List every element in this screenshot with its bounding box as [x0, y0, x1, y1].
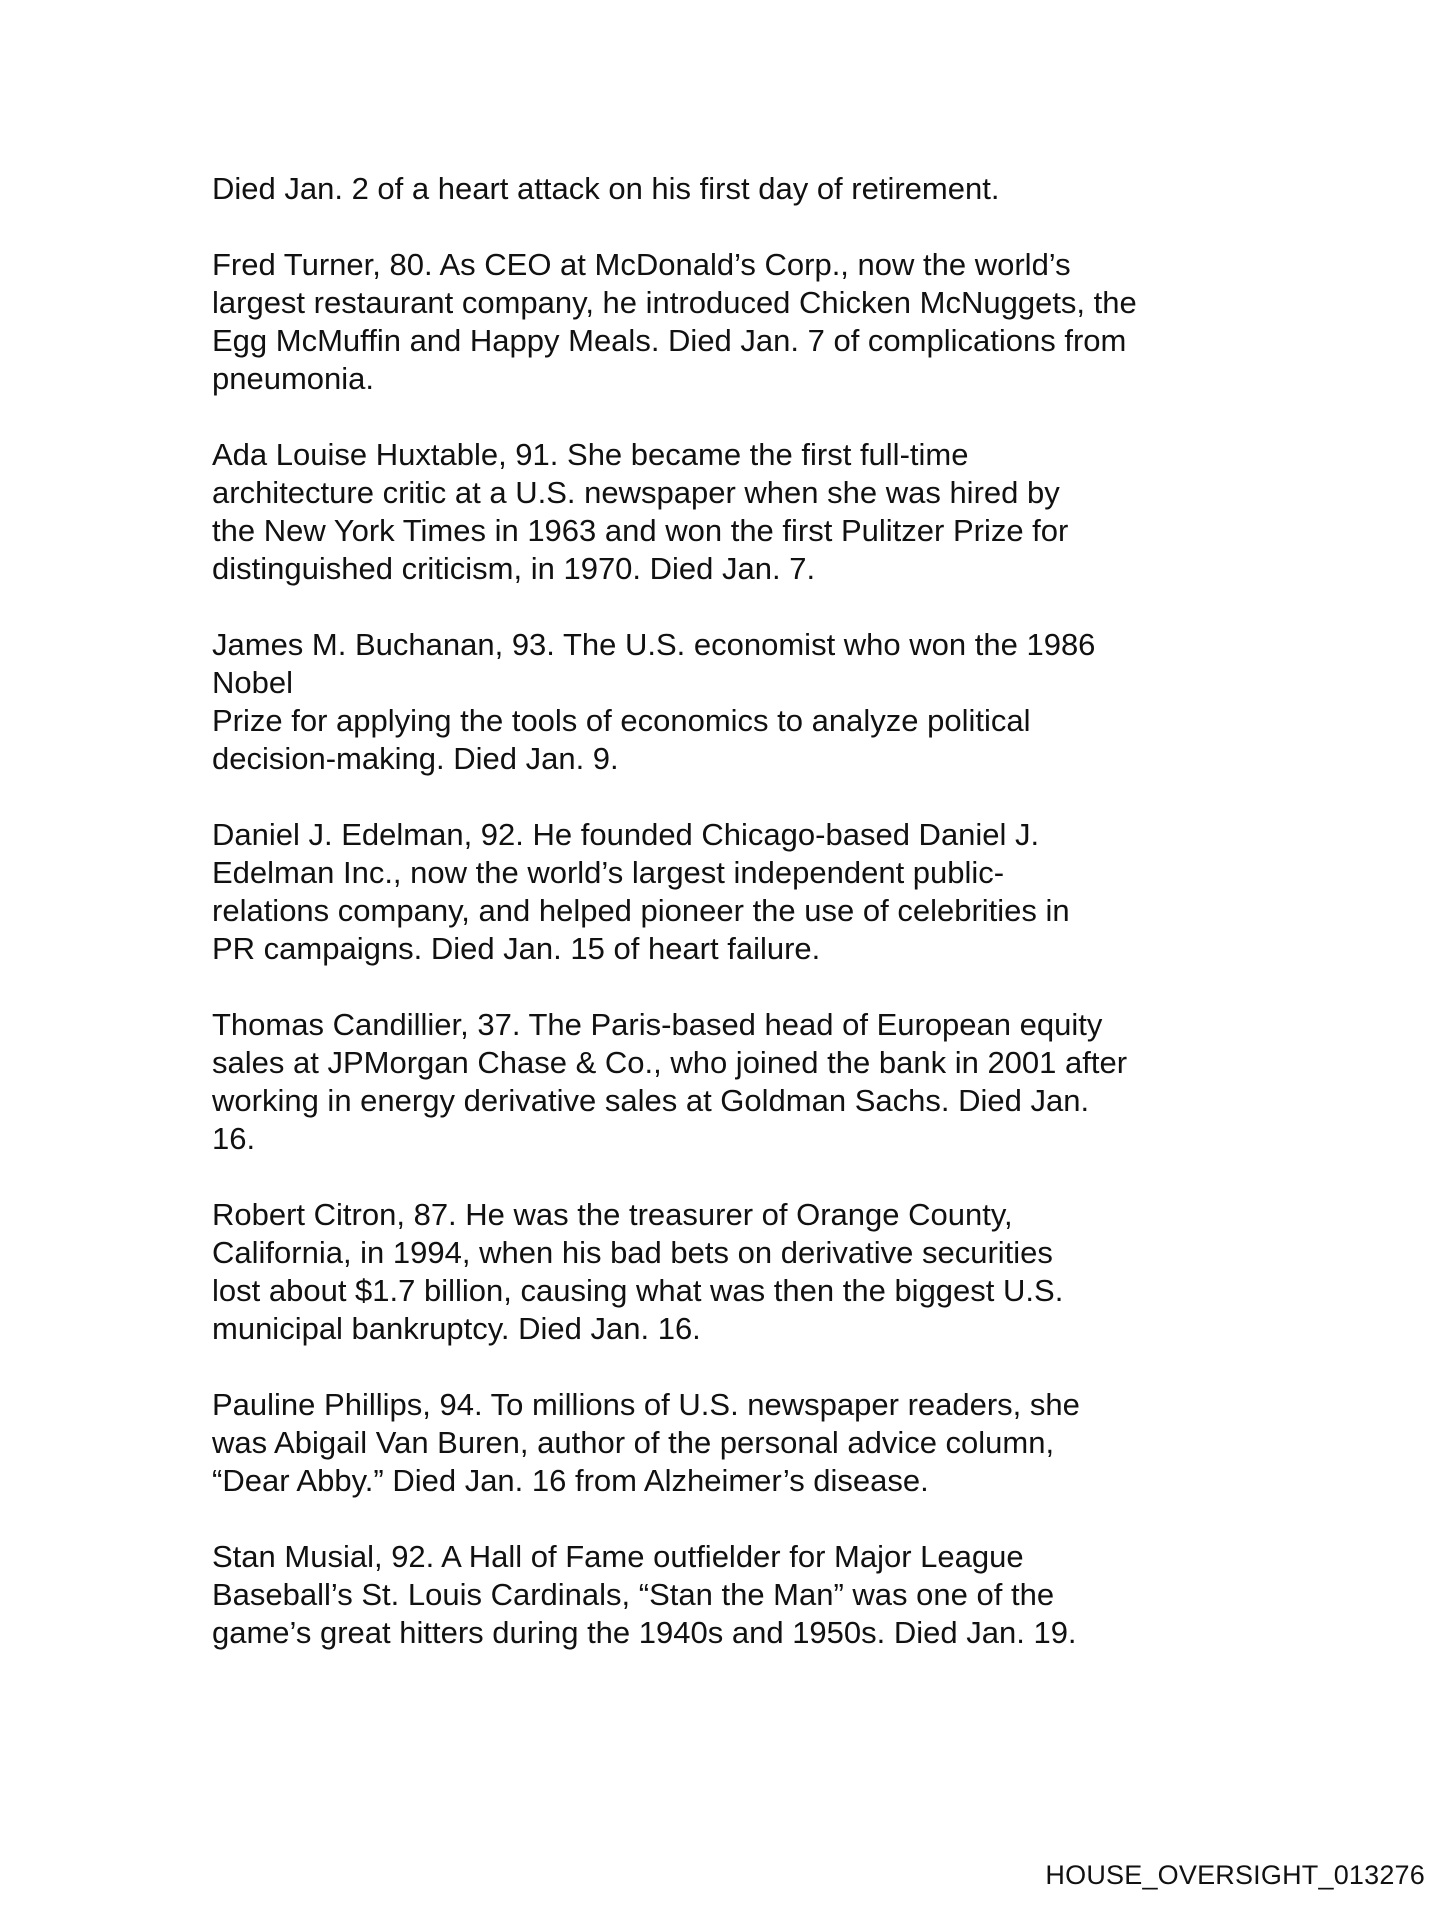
paragraph	[212, 1538, 1222, 1652]
text-line: “Dear Abby.” Died Jan. 16 from Alzheimer’s disease.	[212, 1463, 929, 1498]
text-line: largest restaurant company, he introduced Chicken McNuggets, the	[212, 285, 1137, 320]
paragraph	[212, 170, 1222, 208]
paragraph	[212, 1386, 1222, 1500]
text-line: PR campaigns. Died Jan. 15 of heart failure.	[212, 931, 821, 966]
text-line: architecture critic at a U.S. newspaper when she was hired by	[212, 475, 1060, 510]
text-line: Died Jan. 2 of a heart attack on his first day of retirement.	[212, 171, 1000, 206]
text-line: Pauline Phillips, 94. To millions of U.S. newspaper readers, she	[212, 1387, 1080, 1422]
text-line: Edelman Inc., now the world’s largest independent public-	[212, 855, 1005, 890]
text-line: Nobel	[212, 665, 293, 700]
text-line: was Abigail Van Buren, author of the personal advice column,	[212, 1425, 1055, 1460]
text-line: Prize for applying the tools of economics to analyze political	[212, 703, 1031, 738]
text-line: the New York Times in 1963 and won the first Pulitzer Prize for	[212, 513, 1069, 548]
paragraph	[212, 246, 1222, 398]
text-line: municipal bankruptcy. Died Jan. 16.	[212, 1311, 701, 1346]
text-line: Baseball’s St. Louis Cardinals, “Stan the Man” was one of the	[212, 1577, 1055, 1612]
text-line: 16.	[212, 1121, 256, 1156]
text-line: Fred Turner, 80. As CEO at McDonald’s Corp., now the world’s	[212, 247, 1071, 282]
text-line: Egg McMuffin and Happy Meals. Died Jan. 7 of complications from	[212, 323, 1127, 358]
text-line: Thomas Candillier, 37. The Paris-based head of European equity	[212, 1007, 1103, 1042]
text-line: relations company, and helped pioneer the use of celebrities in	[212, 893, 1070, 928]
text-line: James M. Buchanan, 93. The U.S. economist who won the 1986	[212, 627, 1096, 662]
text-line: Stan Musial, 92. A Hall of Fame outfielder for Major League	[212, 1539, 1024, 1574]
text-line: pneumonia.	[212, 361, 375, 396]
document-body	[212, 170, 1222, 1690]
text-line: California, in 1994, when his bad bets on derivative securities	[212, 1235, 1053, 1270]
paragraph	[212, 436, 1222, 588]
text-line: Daniel J. Edelman, 92. He founded Chicago-based Daniel J.	[212, 817, 1040, 852]
text-line: decision-making. Died Jan. 9.	[212, 741, 619, 776]
text-line: sales at JPMorgan Chase & Co., who joined the bank in 2001 after	[212, 1045, 1128, 1080]
text-line: distinguished criticism, in 1970. Died Jan. 7.	[212, 551, 816, 586]
paragraph	[212, 816, 1222, 968]
paragraph	[212, 1006, 1222, 1158]
paragraph	[212, 1196, 1222, 1348]
text-line: working in energy derivative sales at Goldman Sachs. Died Jan.	[212, 1083, 1090, 1118]
paragraph	[212, 626, 1222, 778]
text-line: lost about $1.7 billion, causing what was then the biggest U.S.	[212, 1273, 1064, 1308]
document-id-footer: HOUSE_OVERSIGHT_013276	[1045, 1860, 1425, 1890]
text-line: Ada Louise Huxtable, 91. She became the first full-time	[212, 437, 969, 472]
text-line: Robert Citron, 87. He was the treasurer of Orange County,	[212, 1197, 1013, 1232]
text-line: game’s great hitters during the 1940s and 1950s. Died Jan. 19.	[212, 1615, 1077, 1650]
